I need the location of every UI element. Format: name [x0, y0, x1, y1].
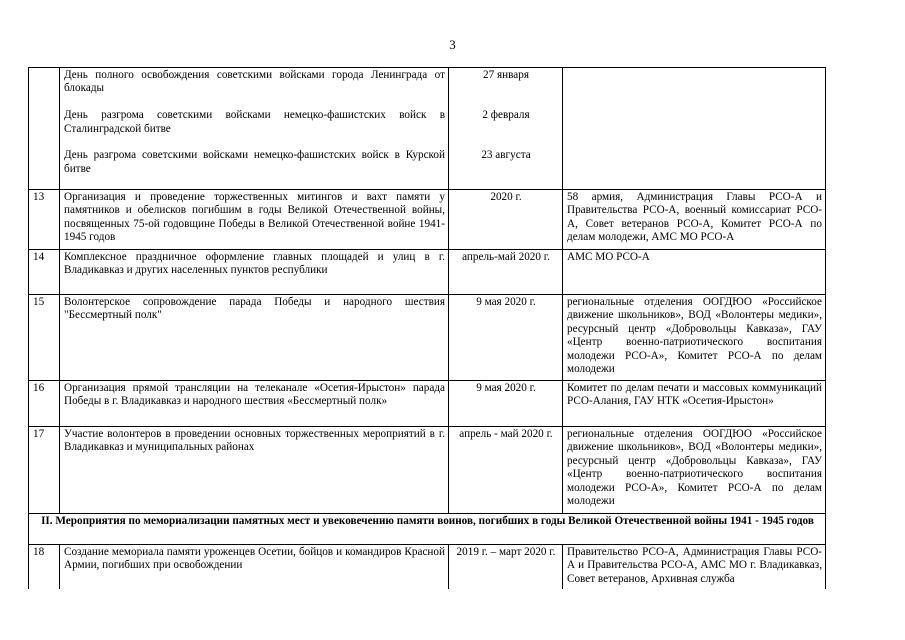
section-row — [29, 514, 826, 545]
event-date: 2 февраля — [482, 109, 530, 122]
table-row — [29, 295, 826, 381]
row-number: 18 — [29, 545, 60, 589]
section-heading: II. Мероприятия по мемориализации памятных мест и увековечению памяти воинов, погибших в годы Великой Отечественной войны 1941 - 1945 годов — [29, 514, 826, 545]
event-name: День разгрома советскими войсками немецко-фашистских войск в Сталинградской битве — [64, 109, 445, 135]
row-number — [29, 68, 60, 190]
event-cell: Создание мемориала памяти уроженцев Осетии, бойцов и командиров Красной Армии, погибших при освобождении — [60, 545, 449, 589]
event-cell: Организация прямой трансляции на телеканале «Осетия-Ирыстон» парада Победы в г. Владикавказ и народного шествия «Бессмертный полк» — [60, 381, 449, 427]
row-number: 17 — [29, 427, 60, 514]
responsible-cell: Правительство РСО-А, Администрация Главы РСО-А и Правительства РСО-А, АМС МО г. Владикавказ, Совет ветеранов, Архивная служба — [563, 545, 826, 589]
event-cell: Организация и проведение торжественных митингов и вахт памяти у памятников и обелисков погибшим в годы Великой Отечественной войны, посвященных 75-ой годовщине Победы в Великой Отечественной войне 1941-1945 годов — [60, 190, 449, 250]
date-cell — [449, 68, 563, 190]
event-cell: Участие волонтеров в проведении основных торжественных мероприятий в г. Владикавказ и муниципальных районах — [60, 427, 449, 514]
row-number: 16 — [29, 381, 60, 427]
table-row — [29, 545, 826, 589]
table-row — [29, 68, 826, 190]
event-date: 23 августа — [481, 149, 531, 162]
row-number: 14 — [29, 250, 60, 295]
date-cell: апрель - май 2020 г. — [449, 427, 563, 514]
responsible-cell — [563, 68, 826, 190]
date-cell: 9 мая 2020 г. — [449, 381, 563, 427]
responsible-cell: региональные отделения ООГДЮО «Российское движение школьников», ВОД «Волонтеры медики», ресурсный центр «Добровольцы Кавказа», ГАУ «Центр военно-патриотического воспитания молодежи РСО-А», Комитет РСО-А по делам молодежи — [563, 295, 826, 381]
date-cell: 2020 г. — [449, 190, 563, 250]
row-number: 13 — [29, 190, 60, 250]
table-row — [29, 250, 826, 295]
table-row — [29, 427, 826, 514]
date-cell: апрель-май 2020 г. — [449, 250, 563, 295]
responsible-cell: АМС МО РСО-А — [563, 250, 826, 295]
responsible-cell: 58 армия, Администрация Главы РСО-А и Правительства РСО-А, военный комиссариат РСО-А, Совет ветеранов РСО-А, Комитет РСО-А по делам молодежи, АМС МО РСО-А — [563, 190, 826, 250]
event-cell: Комплексное праздничное оформление главных площадей и улиц в г. Владикавказ и других населенных пунктов республики — [60, 250, 449, 295]
event-cell: Волонтерское сопровождение парада Победы и народного шествия "Бессмертный полк" — [60, 295, 449, 381]
responsible-cell: региональные отделения ООГДЮО «Российское движение школьников», ВОД «Волонтеры медики», ресурсный центр «Добровольцы Кавказа», ГАУ «Центр военно-патриотического воспитания молодежи РСО-А», Комитет РСО-А по делам молодежи — [563, 427, 826, 514]
date-cell: 9 мая 2020 г. — [449, 295, 563, 381]
table-row — [29, 381, 826, 427]
event-cell — [60, 68, 449, 190]
events-plan-table — [28, 67, 826, 589]
event-name: День разгрома советскими войсками немецко-фашистских войск в Курской битве — [64, 149, 445, 175]
event-name: День полного освобождения советскими войсками города Ленинграда от блокады — [64, 69, 445, 95]
event-date: 27 января — [483, 69, 529, 81]
row-number: 15 — [29, 295, 60, 381]
responsible-cell: Комитет по делам печати и массовых коммуникаций РСО-Алания, ГАУ НТК «Осетия-Ирыстон» — [563, 381, 826, 427]
date-cell: 2019 г. – март 2020 г. — [449, 545, 563, 589]
table-row — [29, 190, 826, 250]
page-number: 3 — [449, 37, 456, 52]
